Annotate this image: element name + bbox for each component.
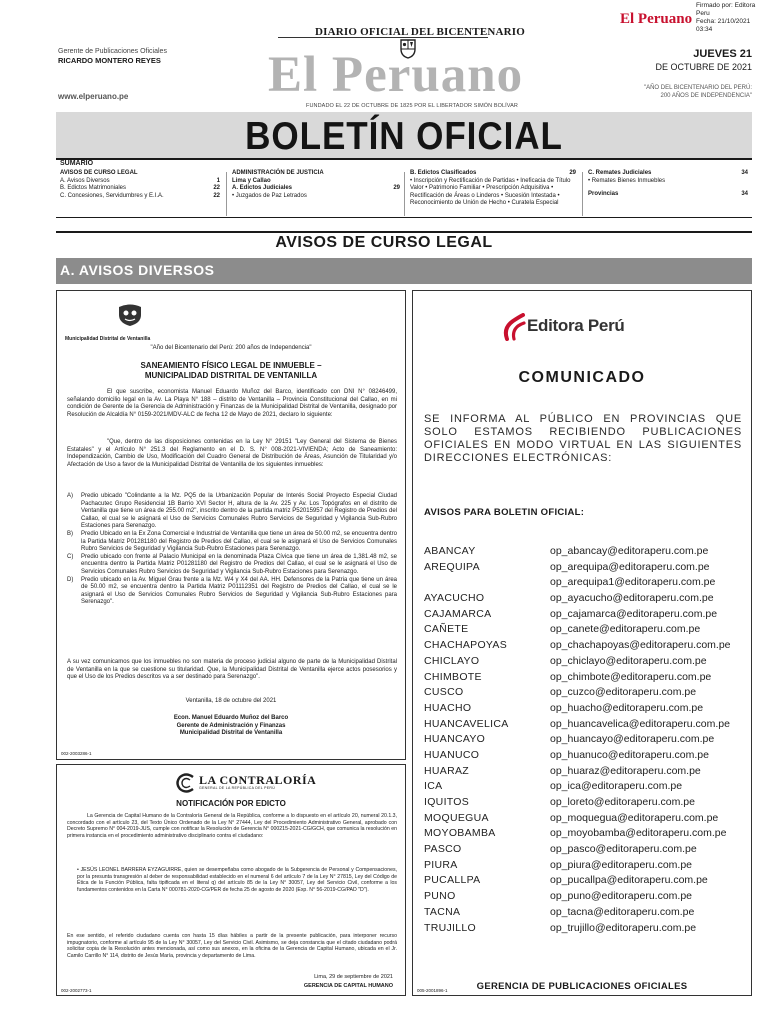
city-name: CAJAMARCA bbox=[424, 607, 492, 620]
city-name: HUANCAVELICA bbox=[424, 717, 509, 730]
newspaper-title: El Peruano bbox=[268, 47, 524, 103]
email-row bbox=[424, 827, 746, 843]
signature-logo: El Peruano bbox=[620, 11, 693, 27]
issue-weekday: JUEVES 21 bbox=[693, 48, 752, 60]
city-name: CHIMBOTE bbox=[424, 670, 482, 683]
section-title: AVISOS DE CURSO LEGAL bbox=[275, 234, 493, 251]
city-name: PUCALLPA bbox=[424, 874, 481, 887]
founded-line: FUNDADO EL 22 DE OCTUBRE DE 1825 POR EL LIBERTADOR SIMÓN BOLÍVAR bbox=[306, 103, 518, 109]
sumario-item[interactable]: C. Remates Judiciales 34 bbox=[588, 170, 748, 176]
email-link[interactable]: op_huancavelica@editoraperu.com.pe bbox=[550, 717, 730, 730]
divider bbox=[404, 172, 405, 216]
paragraph: La Gerencia de Capital Humano de la Contraloría General de la República, conforme a lo dispuesto en el artículo 20, numeral 20.1.3, concordado con el artículo 23, del Texto Único Ordenado de la Ley N° 27444, Ley del Procedimiento Administrativo General, aprobado con Decreto Supremo N° 004-2019-JUS, cumple con notificar la Resolución de Gerencia N° 000215-2021-CG/GCH, que comunica la resolución en primera instancia en el procedimiento administrativo disciplinario contra el ciudadano: bbox=[67, 813, 397, 839]
city-name: ABANCAY bbox=[424, 545, 476, 557]
sumario-item[interactable]: Provincias 34 bbox=[588, 191, 748, 197]
org-subtitle: GENERAL DE LA REPÚBLICA DEL PERÚ bbox=[199, 786, 276, 790]
paragraph: • JESÚS LEONEL BARRERA EYZAGUIRRE, quien se desempeñaba como abogado de la Subgerencia de Personal y Compensaciones, por la presunta transgresión al deber de responsabilidad establecido en el numeral 6 del artículo 7 de la Ley N° 27815, Ley del Código de Ética de la Función Pública, falta tipificada en el literal q) del artículo 85 de la Ley N° 30057, Ley del Servicio Civil, conforme a los fundamentos contenidos en la Carta N° 000781-2020-CG/PER de fecha 25 de agosto de 2020 (Exp. N° 56-2019-CG/PAD "D"). bbox=[77, 867, 397, 893]
email-link[interactable]: op_ica@editoraperu.com.pe bbox=[550, 780, 683, 793]
municipality-logo-icon bbox=[117, 303, 143, 327]
email-row bbox=[424, 623, 746, 639]
email-row bbox=[424, 749, 746, 765]
email-row bbox=[424, 843, 746, 859]
gerente-name: RICARDO MONTERO REYES bbox=[58, 56, 161, 65]
email-row bbox=[424, 686, 746, 702]
org-name: LA CONTRALORÍA bbox=[199, 773, 317, 787]
comunicado-editora bbox=[412, 290, 752, 996]
sumario-heading: SUMARIO bbox=[60, 160, 94, 167]
email-row bbox=[424, 561, 746, 577]
year-motto: "AÑO DEL BICENTENARIO DEL PERÚ: 200 AÑOS DE INDEPENDENCIA" bbox=[643, 85, 752, 99]
city-name: MOQUEGUA bbox=[424, 811, 489, 824]
website-link[interactable]: www.elperuano.pe bbox=[58, 92, 129, 101]
city-name: AREQUIPA bbox=[424, 560, 480, 573]
sumario-item[interactable]: C. Concesiones, Servidumbres y E.I.A. 22 bbox=[60, 192, 220, 199]
sumario-item[interactable]: B. Edictos Matrimoniales 22 bbox=[60, 185, 220, 191]
email-link[interactable]: op_arequipa1@editoraperu.com.pe bbox=[550, 576, 716, 589]
divider bbox=[226, 172, 227, 216]
sumario-item[interactable]: B. Edictos Clasificados 29 bbox=[410, 170, 576, 176]
city-name: PIURA bbox=[424, 858, 458, 871]
email-row bbox=[424, 671, 746, 687]
city-name: AYACUCHO bbox=[424, 592, 485, 605]
sumario-item[interactable]: A. Edictos Judiciales 29 bbox=[232, 185, 400, 191]
aviso-code: 002-2002773-1 bbox=[61, 988, 92, 993]
city-name: CHACHAPOYAS bbox=[424, 639, 508, 652]
sumario-col-justicia: ADMINISTRACIÓN DE JUSTICIA Lima y Callao A. Edictos Judiciales 29 • Juzgados de Paz Letrados bbox=[232, 170, 400, 199]
city-name: TACNA bbox=[424, 905, 461, 918]
sumario-col-avisos: AVISOS DE CURSO LEGAL A. Avisos Diversos 1 B. Edictos Matrimoniales 22 C. Concesiones, Servidumbres y E.I.A. 22 bbox=[60, 170, 220, 199]
email-link[interactable]: op_chiclayo@editoraperu.com.pe bbox=[550, 654, 707, 667]
city-name: CHICLAYO bbox=[424, 654, 480, 667]
email-link[interactable]: op_pucallpa@editoraperu.com.pe bbox=[550, 874, 708, 887]
paragraph: El que suscribe, economista Manuel Eduardo Muñoz del Barco, identificado con DNI N° 08246499, señalando domicilio legal en la Av. La Playa N° 188 – distrito de Ventanilla – Provincia Constitucional del Callao, en mi condición de Gerente de la Gerencia de Administración y Finanzas de la Municipalidad Distrital de Ventanilla, designado por Resolución de Alcaldía N° 0159-2021/MDV-ALC de fecha 12 de Mayo de 2021, declaro lo siguiente: bbox=[67, 389, 397, 418]
email-row bbox=[424, 718, 746, 734]
editora-peru-logo-text: Editora Perú bbox=[527, 316, 625, 335]
aviso-title: NOTIFICACIÓN POR EDICTO bbox=[176, 799, 286, 808]
subsection-title: A. AVISOS DIVERSOS bbox=[60, 262, 215, 278]
city-name: TRUJILLO bbox=[424, 921, 476, 934]
email-link[interactable]: op_tacna@editoraperu.com.pe bbox=[550, 905, 695, 918]
editora-peru-logo-icon bbox=[501, 313, 527, 341]
diario-label: DIARIO OFICIAL DEL BICENTENARIO bbox=[315, 26, 526, 38]
email-link[interactable]: op_puno@editoraperu.com.pe bbox=[550, 890, 693, 903]
signature-text: Firmado por: Editora Peru Fecha: 21/10/2021 03:34 bbox=[696, 2, 756, 33]
paragraph: "Que, dentro de las disposiciones contenidas en la Ley N° 29151 "Ley General del Sistema de Bienes Estatales" y el Artículo N° 251.3 del Reglamento en el D. S. N° 008-2021-VIVIENDA; Acto de Saneamiento: Independización, Cambio de Uso, Modificación del Cuadro General de Distribución de Áreas, Asunción de Titularidad y/o Afectación de Uso a favor de la Municipalidad Distrital de Ventanilla de los siguientes inmuebles: bbox=[67, 439, 397, 468]
email-link[interactable]: op_moyobamba@editoraperu.com.pe bbox=[550, 827, 727, 840]
email-link[interactable]: op_cuzco@editoraperu.com.pe bbox=[550, 686, 697, 699]
city-name: CUSCO bbox=[424, 686, 464, 699]
email-row bbox=[424, 702, 746, 718]
city-name: IQUITOS bbox=[424, 796, 470, 808]
email-row bbox=[424, 796, 746, 812]
boletin-banner bbox=[56, 112, 752, 158]
email-link[interactable]: op_abancay@editoraperu.com.pe bbox=[550, 545, 709, 557]
email-row bbox=[424, 874, 746, 890]
city-name: PASCO bbox=[424, 843, 462, 856]
city-name: HUANCAYO bbox=[424, 733, 486, 746]
aviso-title: SANEAMIENTO FÍSICO LEGAL DE INMUEBLE – MUNICIPALIDAD DISTRITAL DE VENTANILLA bbox=[140, 361, 322, 380]
email-row bbox=[424, 733, 746, 749]
place-date: Lima, 29 de septiembre de 2021 bbox=[314, 974, 393, 980]
email-link[interactable]: op_huanuco@editoraperu.com.pe bbox=[550, 748, 709, 761]
city-name: PUNO bbox=[424, 890, 456, 903]
aviso-code: 005-2001896-1 bbox=[417, 988, 448, 993]
signer-block: GERENCIA DE CAPITAL HUMANO bbox=[303, 983, 393, 989]
email-link[interactable]: op_arequipa@editoraperu.com.pe bbox=[550, 560, 710, 573]
predios-list bbox=[67, 493, 397, 607]
divider bbox=[278, 37, 488, 38]
email-row bbox=[424, 765, 746, 781]
municipality-name: Municipalidad Distrital de Ventanilla bbox=[65, 336, 151, 342]
email-link[interactable]: op_huacho@editoraperu.com.pe bbox=[550, 701, 704, 714]
aviso-code: 002-2003286-1 bbox=[61, 751, 92, 756]
divider bbox=[56, 231, 752, 233]
city-name: HUACHO bbox=[424, 701, 472, 714]
subsection-bar bbox=[56, 258, 752, 284]
sumario-col-remates: C. Remates Judiciales 34 • Remates Bienes Inmuebles Provincias 34 bbox=[588, 170, 748, 197]
list-item: B) Predio Ubicado en la Ex Zona Comercial e Industrial de Ventanilla que tiene un área de 50.00 m2, se encuentra dentro la Partida Matriz P01281180 del Registro de Predios del Callao, el cual se le asignará el Uso de Servicios Comunales Rubro Servicios de Seguridad y Vigilancia Sub-Rubro Estaciones para Serenazgo. bbox=[67, 530, 397, 553]
email-link[interactable]: op_chimbote@editoraperu.com.pe bbox=[550, 670, 712, 683]
sumario bbox=[56, 158, 752, 218]
email-row bbox=[424, 922, 746, 938]
avisos-heading: AVISOS PARA BOLETIN OFICIAL: bbox=[424, 507, 585, 518]
email-link[interactable]: op_canete@editoraperu.com.pe bbox=[550, 623, 701, 636]
email-link[interactable]: op_ayacucho@editoraperu.com.pe bbox=[550, 592, 714, 605]
city-name: ICA bbox=[424, 780, 443, 793]
email-link[interactable]: op_moquegua@editoraperu.com.pe bbox=[550, 811, 719, 824]
email-row bbox=[424, 592, 746, 608]
email-link[interactable]: op_pasco@editoraperu.com.pe bbox=[550, 843, 697, 856]
list-item: C) Predio ubicado con frente al Palacio Municipal en la denominada Plaza Cívica que tiene un área de 1,381.48 m2, se encuentra dentro la Partida Matriz P01281180 del Registro de Predios del Callao, el cual se le asignará el Uso de Servicios Comunales Rubro Servicios de Seguridad y Vigilancia Sub-Rubro Estaciones para Serenazgo. bbox=[67, 553, 397, 575]
centenario-line: "Año del Bicentenario del Perú: 200 años de Independencia" bbox=[150, 345, 312, 351]
divider bbox=[582, 172, 583, 216]
email-row bbox=[424, 608, 746, 624]
banner-title: BOLETÍN OFICIAL bbox=[245, 115, 563, 158]
email-link[interactable]: op_piura@editoraperu.com.pe bbox=[550, 858, 692, 871]
email-link[interactable]: op_cajamarca@editoraperu.com.pe bbox=[550, 607, 718, 620]
email-directory bbox=[424, 545, 746, 937]
email-row bbox=[424, 545, 746, 561]
list-item: A) Predio ubicado "Colindante a la Mz. PQ5 de la Urbanización Popular de Interés Social Proyecto Especial Ciudad Pachacutec Grupo Residencial 1B Barrio XVI Sector H, altura de la Av. 225 y Av. Los Topógrafos en el distrito de Ventanilla que tiene un área de 255.00 m2", inscrito dentro de la partida matriz P52015957 del Registro de Predios del Callao, el cual se le asignará el Uso de Servicios Comunales Rubro Servicios de Seguridad y Vigilancia Sub-Rubro Estaciones para Serenazgo. bbox=[67, 493, 397, 530]
email-row bbox=[424, 576, 746, 592]
gerente-label: Gerente de Publicaciones Oficiales bbox=[58, 48, 167, 55]
paragraph: A su vez comunicamos que los inmuebles no son materia de proceso judicial alguno de parte de la Municipalidad Distrital de Ventanilla en la que se cuestione su titularidad. Que, la Municipalidad Distrital de Ventanilla ejerce actos posesorios y que el Uso de los Predios descritos va a ser destinado para Serenazgo". bbox=[67, 659, 397, 681]
email-link[interactable]: op_huaraz@editoraperu.com.pe bbox=[550, 764, 701, 777]
email-row bbox=[424, 906, 746, 922]
contraloria-logo-icon bbox=[175, 773, 197, 793]
comunicado-title: COMUNICADO bbox=[518, 369, 646, 386]
email-row bbox=[424, 812, 746, 828]
email-row bbox=[424, 639, 746, 655]
email-link[interactable]: op_trujillo@editoraperu.com.pe bbox=[550, 921, 697, 934]
city-name bbox=[424, 576, 550, 592]
city-name: CAÑETE bbox=[424, 623, 469, 636]
sumario-item[interactable]: • Juzgados de Paz Letrados bbox=[232, 192, 307, 199]
aviso-ventanilla bbox=[56, 290, 406, 760]
sumario-col-edictos: B. Edictos Clasificados 29 • Inscripción y Rectificación de Partidas • Ineficacia de Título Valor • Patrimonio Familiar • Prescripción Adquisitiva • Rectificación de Áreas o Linderos • Sucesión Intestada • Reconocimiento de Unión de Hecho • Curatela Especial bbox=[410, 170, 576, 206]
email-link[interactable]: op_chachapoyas@editoraperu.com.pe bbox=[550, 639, 731, 652]
city-name: HUANUCO bbox=[424, 748, 480, 761]
aviso-contraloria bbox=[56, 764, 406, 996]
sumario-item[interactable]: A. Avisos Diversos 1 bbox=[60, 177, 220, 184]
email-row bbox=[424, 890, 746, 906]
issue-date: DE OCTUBRE DE 2021 bbox=[655, 62, 752, 72]
email-row bbox=[424, 859, 746, 875]
email-row bbox=[424, 780, 746, 796]
email-link[interactable]: op_loreto@editoraperu.com.pe bbox=[550, 796, 695, 808]
list-item: D) Predio ubicado en la Av. Miguel Grau frente a la Mz. W4 y X4 del AA. HH. Defensores de la Patria que tiene un área de 50.00 m2, se encuentra dentro la Partida Matriz P01112351 del Registro de Predios del Callao, el cual se le asignará el Uso de Servicios Comunales Rubro Servicios de Seguridad y Vigilancia Sub-Rubro Estaciones para Serenazgo". bbox=[67, 576, 397, 606]
city-name: HUARAZ bbox=[424, 764, 469, 777]
email-link[interactable]: op_huancayo@editoraperu.com.pe bbox=[550, 733, 715, 746]
email-row bbox=[424, 655, 746, 671]
digital-signature bbox=[620, 2, 766, 32]
paragraph: En ese sentido, el referido ciudadano cuenta con hasta 15 días hábiles a partir de la presente publicación, para interponer recurso impugnatorio, conforme al artículo 95 de la Ley N° 30057, Ley del Servicio Civil. Asimismo, se deja constancia que el citado ciudadano podrá solicitar copia de la Resolución antes mencionada, así como sus anexos, en la oficina de la Gerencia de Capital Humano, ubicada en el Jr. Camilo Carrillo N° 114, distrito de Jesús María, provincia y departamento de Lima. bbox=[67, 933, 397, 959]
place-date: Ventanilla, 18 de octubre del 2021 bbox=[185, 698, 277, 704]
comunicado-intro: SE INFORMA AL PÚBLICO EN PROVINCIAS QUE SOLO ESTAMOS RECIBIENDO PUBLICACIONES OFICIALES EN MODO VIRTUAL EN LAS SIGUIENTES DIRECCIONES ELECTRÓNICAS: bbox=[424, 413, 742, 464]
city-name: MOYOBAMBA bbox=[424, 827, 496, 840]
signer-block: Econ. Manuel Eduardo Muñoz del Barco Gerente de Administración y Finanzas Municipalidad Distrital de Ventanilla bbox=[173, 715, 289, 736]
comunicado-footer: GERENCIA DE PUBLICACIONES OFICIALES bbox=[476, 981, 688, 992]
